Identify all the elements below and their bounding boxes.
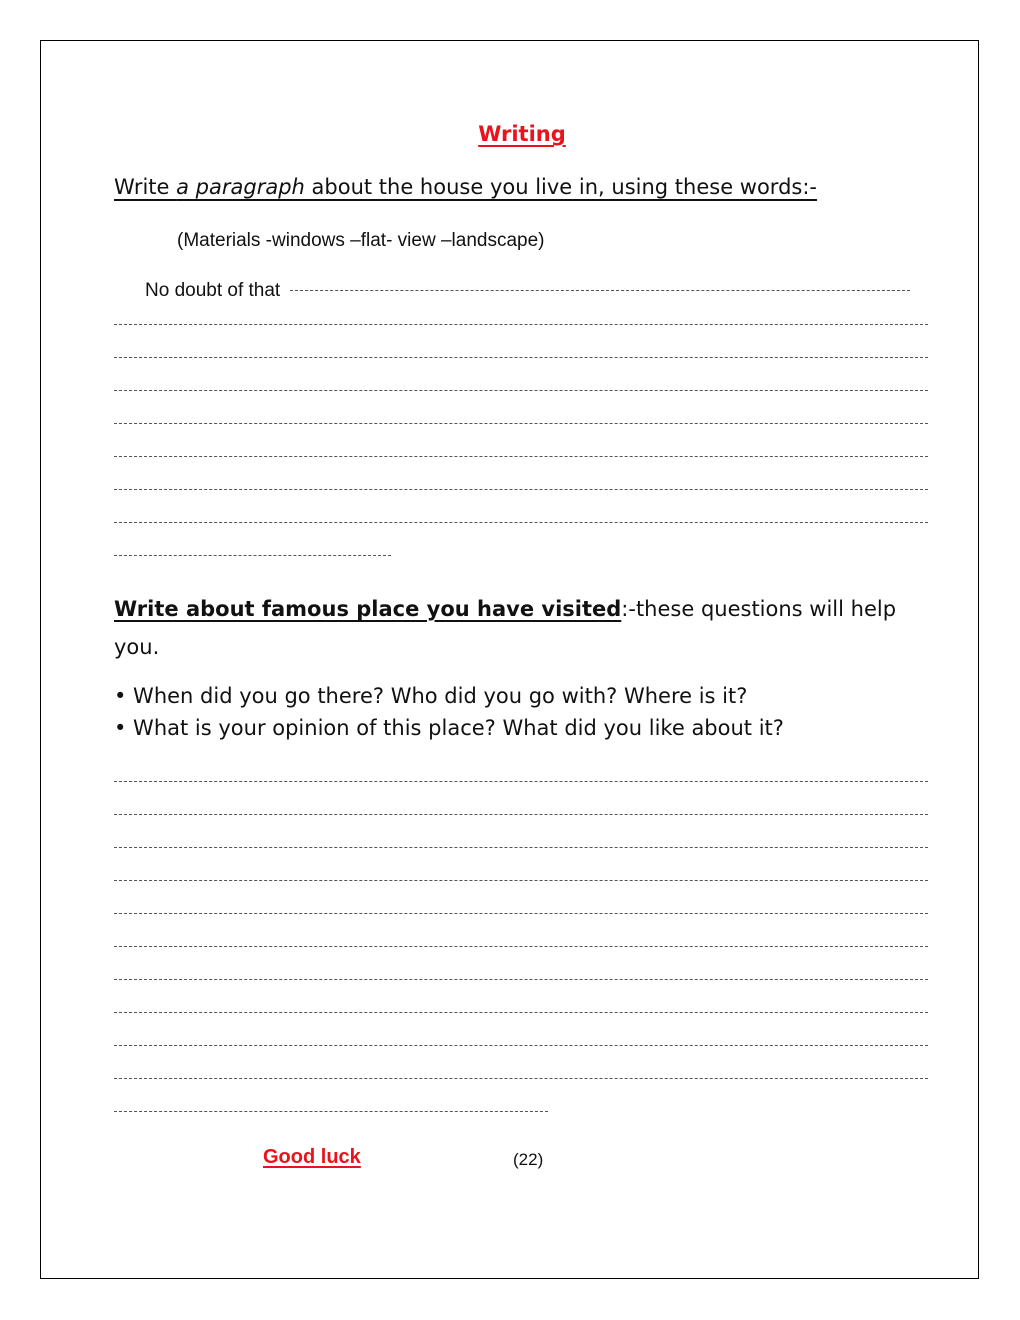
task1-prefix: Write	[114, 175, 177, 199]
writing-line	[114, 1111, 548, 1112]
writing-line	[114, 522, 928, 523]
writing-line	[114, 847, 928, 848]
page-number: (22)	[513, 1150, 544, 1169]
task2-question: • When did you go there? Who did you go with? Where is it?	[114, 684, 748, 708]
writing-line	[114, 1078, 928, 1079]
writing-line	[114, 1012, 928, 1013]
writing-line	[114, 555, 391, 556]
task1-first-writing-line	[145, 280, 928, 302]
writing-line	[114, 324, 928, 325]
writing-line	[114, 489, 928, 490]
task2-instruction	[114, 590, 904, 666]
writing-line	[114, 880, 928, 881]
task1-instruction	[114, 175, 817, 199]
writing-line	[290, 290, 910, 291]
writing-line	[114, 946, 928, 947]
writing-line	[114, 423, 928, 424]
section-title: Writing	[478, 122, 566, 146]
writing-line	[114, 390, 928, 391]
task1-suffix: about the house you live in, using these words:-	[311, 175, 817, 199]
writing-line	[114, 814, 928, 815]
writing-line	[114, 456, 928, 457]
good-luck-text: Good luck	[263, 1146, 361, 1168]
writing-line	[114, 1045, 928, 1046]
writing-line	[114, 979, 928, 980]
task1-word-list: (Materials -windows –flat- view –landscape)	[177, 230, 545, 251]
writing-line	[114, 357, 928, 358]
task1-italic: a paragraph	[176, 175, 312, 199]
writing-line	[114, 913, 928, 914]
task2-question: • What is your opinion of this place? What did you like about it?	[114, 716, 784, 740]
task2-heading: Write about famous place you have visited	[114, 597, 622, 621]
task2-rest: :-these questions will help you.	[114, 597, 897, 659]
writing-line	[114, 781, 928, 782]
task1-starter: No doubt of that	[145, 280, 281, 301]
